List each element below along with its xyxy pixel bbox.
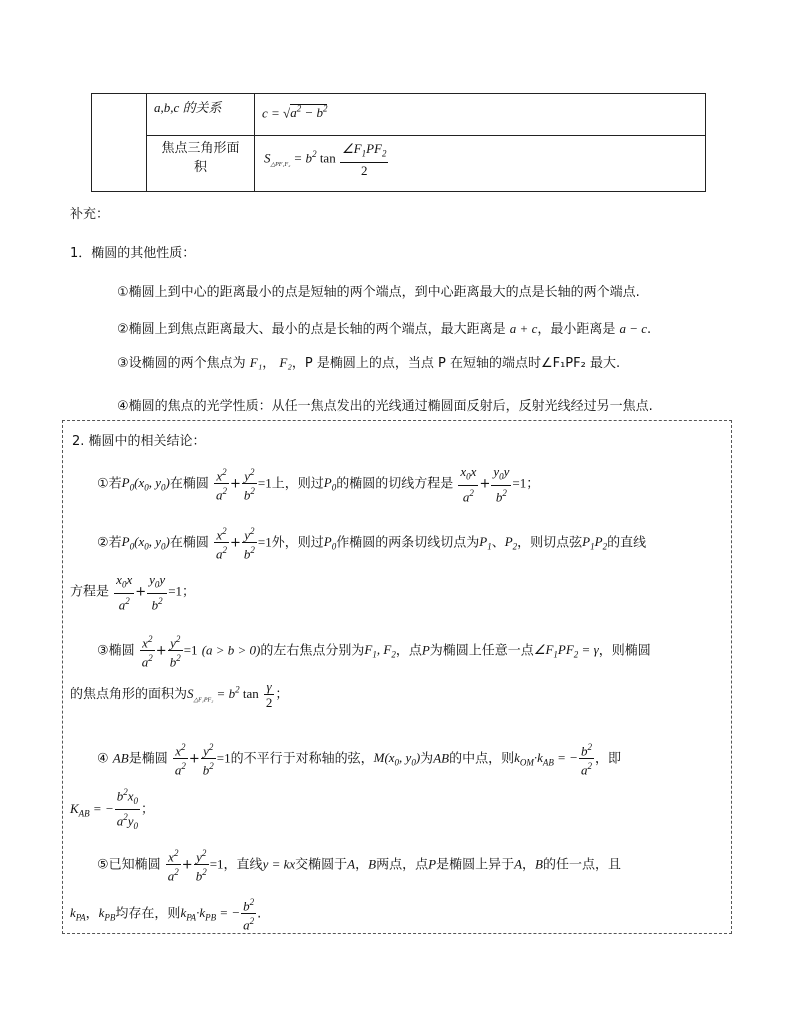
supplement-title: 补充： [70,207,110,222]
conclusion-5-cont: $k_{PA}$，$k_{PB}$均存在，则$k_{PA}\cdot k_{PB}$ = − $\frac{b^2}{a^2}$ . [70,897,262,933]
conclusion-4-cont: $K_{AB}$ = − $\frac{b^2x_0}{a^2y_0}$ ； [70,787,155,831]
table-merged-cell [92,94,147,192]
focal-triangle-label-2: 积 [193,160,207,176]
properties-table [91,93,706,192]
property-item-4: ④椭圆的焦点的光学性质：从任一焦点发出的光线通过椭圆面反射后，反射光线经过另一焦点. [117,399,653,414]
conclusion-5: ⑤已知椭圆 $\frac{x^2}{a^2}$ + $\frac{y^2}{b^2}$ =1，直线y = kx交椭圆于A，B两点，点P是椭圆上异于A，B的任一点，且 [97,848,622,884]
table-cell-label [147,136,255,192]
section2-title: 2. 椭圆中的相关结论： [72,434,206,449]
focal-triangle-label-1: 焦点三角形面 [161,141,240,157]
conclusion-3: ③椭圆 $\frac{x^2}{a^2}$ + $\frac{y^2}{b^2}$ =1 (a > b > 0)的左右焦点分别为$F_1$, $F_2$，点P为椭圆上任意一点$\angle F_1PF_2 = \gamma$，则椭圆 [97,634,651,670]
conclusion-4: ④ AB是椭圆 $\frac{x^2}{a^2}$ + $\frac{y^2}{b^2}$ =1的不平行于对称轴的弦，$M(x_0$, $y_0$)为AB的中点，则$k_{OM}\cdot k_{AB}$ = − $\frac{b^2}{a^2}$ ，即 [97,742,621,778]
abc-relation-formula: $c = √a^2 - b^2$ [262,104,328,121]
conclusion-2-cont: 方程是 $\frac{x_0x}{a^2}$ + $\frac{y_0y}{b^2}$ =1； [70,572,196,612]
property-item-2: ②椭圆上到焦点距离最大、最小的点是长轴的两个端点，最大距离是 a + c，最小距离是 a − c. [117,321,652,337]
conclusion-3-cont: 的焦点角形的面积为$S_{\triangle F_1PF_2} = b^2$ tan $\frac{\gamma}{2}$ ； [70,679,289,710]
abc-relation-label: a,b,c 的关系 [154,100,222,115]
conclusion-2: ②若$P_0(x_0$, $y_0$)在椭圆 $\frac{x^2}{a^2}$ + $\frac{y^2}{b^2}$ =1外，则过$P_0$作椭圆的两条切线切点为$P_1$、$P_2$，则切点弦$P_1P_2$的直线 [97,526,647,562]
table-cell-label [147,94,255,136]
property-item-1: ①椭圆上到中心的距离最小的点是短轴的两个端点，到中心距离最大的点是长轴的两个端点. [117,285,640,300]
conclusion-1: ①若$P_0(x_0$, $y_0$)在椭圆 $\frac{x^2}{a^2}$ + $\frac{y^2}{b^2}$ =1上，则过$P_0$的椭圆的切线方程是 $\frac{x_0x}{a^2}$ + $\frac{y_0y}{b^2}$ =1； [97,464,540,504]
property-item-3: ③设椭圆的两个焦点为 F₁， F₂，P 是椭圆上的点，当点 P 在短轴的端点时∠F₁PF₂ 最大. [117,355,621,371]
section1-title: 1．椭圆的其他性质： [70,246,196,261]
table-cell-formula [255,136,706,192]
table-cell-formula [255,94,706,136]
focal-triangle-formula: $S_{\triangle PF_1F_2} = b^2$ tan $\frac{\angle F_1PF_2}{2}$ [264,141,387,179]
